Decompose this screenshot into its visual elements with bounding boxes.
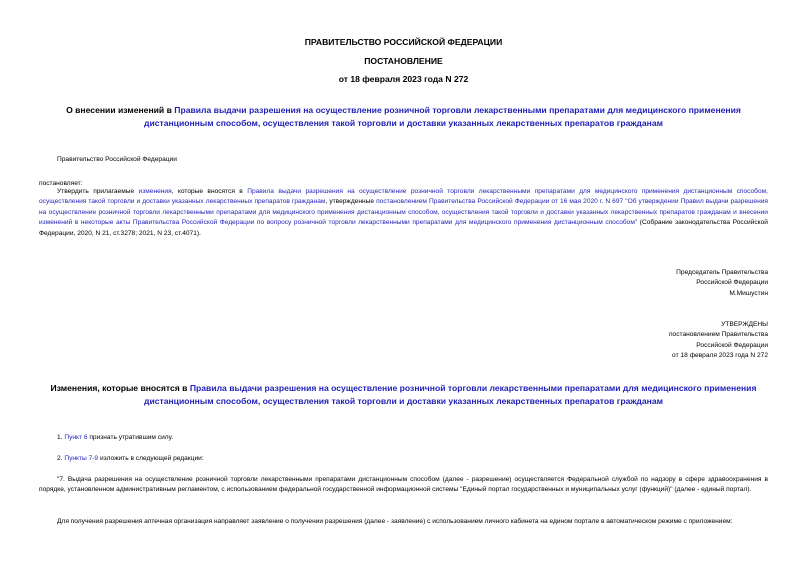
doc-type-heading: ПОСТАНОВЛЕНИЕ: [364, 56, 443, 66]
item-2-link[interactable]: Пункты 7-9: [64, 455, 99, 462]
approved-line2: постановлением Правительства: [668, 331, 768, 339]
paragraph-7: "7. Выдача разрешения на осуществление розничной торговли лекарственными препаратами дистанционным способом (далее - разрешение) осуществляется Федеральной службой по надзору в сфере здравоохранения в порядке, установленном административным регламентом, с использованием федеральной государственной информационной системы "Единый портал государственных и муниципальных услуг (функций)" (далее - единый портал).: [39, 476, 768, 494]
title-prefix: О внесении изменений в: [66, 105, 175, 115]
date-number-heading: от 18 февраля 2023 года N 272: [338, 74, 469, 84]
changes-title-link[interactable]: Правила выдачи разрешения на осуществление розничной торговли лекарственными препаратами для медицинского применения: [189, 383, 757, 393]
item-2-text: изложить в следующей редакции:: [98, 455, 204, 462]
intro-decides: постановляет:: [39, 180, 83, 187]
p1-text-b: , которые вносятся в: [171, 188, 248, 195]
intro-paragraph: [39, 187, 768, 239]
paragraph-application: Для получения разрешения аптечная организация направляет заявление о получении разрешения (далее - заявление) с использованием личного кабинета на едином портале в автоматическом режиме с приложением:: [57, 518, 733, 525]
rules-link[interactable]: Правила выдачи разрешения на осуществление розничной торговли лекарственными препаратами для медицинского применения дистанционным способом, осуществления такой торговли и доставки указанных лекарственных препаратов гражданам: [39, 188, 768, 206]
changes-title-prefix: Изменения, которые вносятся в: [50, 383, 190, 393]
p1-text-c: , утвержденные: [325, 198, 377, 206]
signature-line1: Председатель Правительства: [676, 269, 768, 276]
title-rules-link-cont[interactable]: дистанционным способом, осуществления такой торговли и доставки указанных лекарственных препаратов гражданам: [143, 117, 663, 128]
intro-govt: Правительство Российской Федерации: [57, 156, 177, 163]
changes-title-link-cont[interactable]: дистанционным способом, осуществления такой торговли и доставки указанных лекарственных препаратов гражданам: [143, 395, 663, 406]
signature-block: [468, 268, 768, 299]
resolution-link[interactable]: постановлением Правительства Российской Федерации от 16 мая 2020 г. N 697 "Об утверждении Правил выдачи разрешения на осуществление розничной торговли лекарственными препаратами для медицинского применения дистанционным способом, осуществления такой торговли и доставки указанных лекарственных препаратов гражданам и внесении изменений в некоторые акты Правительства Российской Федерации по вопросу розничной торговли лекарственными препаратами для медицинского применения дистанционным способом": [39, 198, 768, 227]
item-1: [57, 433, 173, 443]
approved-block: [468, 320, 768, 362]
approved-line1: УТВЕРЖДЕНЫ: [721, 321, 768, 328]
government-heading: ПРАВИТЕЛЬСТВО РОССИЙСКОЙ ФЕДЕРАЦИИ: [304, 37, 503, 47]
approved-line4: от 18 февраля 2023 года N 272: [672, 352, 768, 360]
p1-text-d: (Собрание законодательства Российской Федерации, 2020, N 21, ст.3278; 2021, N 23, ст.4071).: [39, 219, 768, 237]
changes-link[interactable]: изменения: [138, 188, 172, 195]
item-1-text: признать утратившим силу.: [87, 434, 174, 441]
title-rules-link[interactable]: Правила выдачи разрешения на осуществление розничной торговли лекарственными препаратами для медицинского применения: [174, 105, 741, 115]
signature-line2: Российской Федерации: [696, 279, 768, 287]
p1-text-a: Утвердить прилагаемые: [57, 188, 139, 195]
item-2: [57, 454, 204, 464]
changes-title: [0, 382, 807, 407]
approved-line3: Российской Федерации: [696, 341, 768, 349]
item-2-number: 2.: [57, 455, 65, 462]
signature-name: М.Мишустин: [729, 289, 768, 297]
item-1-number: 1.: [57, 434, 65, 441]
item-1-link[interactable]: Пункт 6: [64, 434, 88, 441]
document-title: [0, 104, 807, 129]
